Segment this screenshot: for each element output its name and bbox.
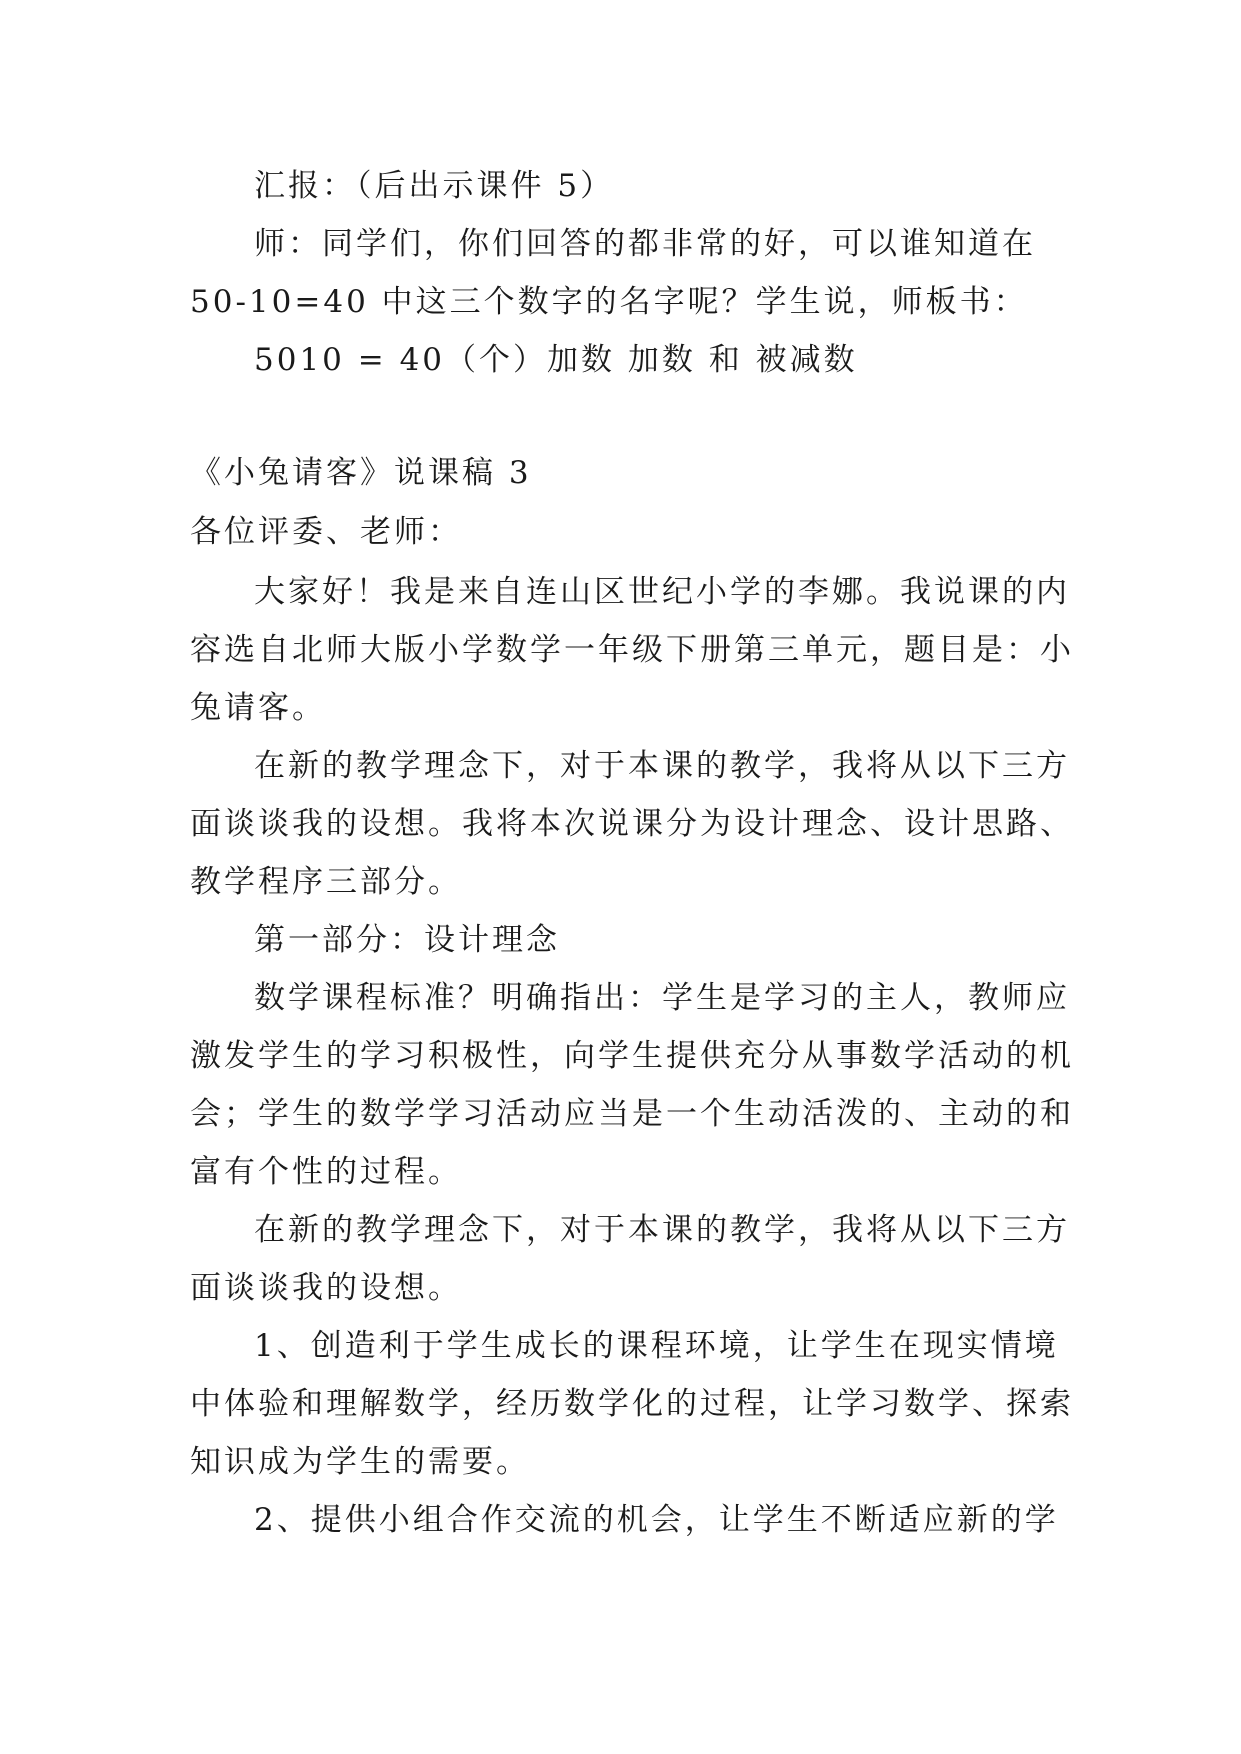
- paragraph-line: 在新的教学理念下，对于本课的教学，我将从以下三方: [254, 748, 1070, 784]
- paragraph-line: 大家好！我是来自连山区世纪小学的李娜。我说课的内: [254, 574, 1070, 610]
- paragraph-line: 会；学生的数学学习活动应当是一个生动活泼的、主动的和: [190, 1096, 1074, 1132]
- list-item-line: 1、创造利于学生成长的课程环境，让学生在现实情境: [254, 1328, 1059, 1364]
- paragraph-line: 面谈谈我的设想。: [190, 1270, 462, 1306]
- list-item-line: 中体验和理解数学，经历数学化的过程，让学习数学、探索: [190, 1386, 1074, 1422]
- paragraph-line: 50-10=40 中这三个数字的名字呢？学生说，师板书：: [190, 284, 1028, 320]
- paragraph-line: 数学课程标准？明确指出：学生是学习的主人，教师应: [254, 980, 1070, 1016]
- paragraph-line: 教学程序三部分。: [190, 864, 462, 900]
- list-item-line: 知识成为学生的需要。: [190, 1444, 530, 1480]
- paragraph-line: 汇报：（后出示课件 5）: [254, 168, 615, 204]
- paragraph-line: 兔请客。: [190, 690, 326, 726]
- paragraph-line: 5010 = 40（个）加数 加数 和 被减数: [254, 342, 858, 378]
- list-item-line: 2、提供小组合作交流的机会，让学生不断适应新的学: [254, 1502, 1059, 1538]
- paragraph-line: 容选自北师大版小学数学一年级下册第三单元，题目是：小: [190, 632, 1074, 668]
- section-title: 《小兔请客》说课稿 3: [190, 455, 532, 491]
- paragraph-line: 富有个性的过程。: [190, 1154, 462, 1190]
- subheading: 第一部分：设计理念: [254, 922, 560, 958]
- paragraph-line: 激发学生的学习积极性，向学生提供充分从事数学活动的机: [190, 1038, 1074, 1074]
- paragraph-line: 师：同学们，你们回答的都非常的好，可以谁知道在: [254, 226, 1036, 262]
- salutation: 各位评委、老师：: [190, 514, 462, 550]
- paragraph-line: 面谈谈我的设想。我将本次说课分为设计理念、设计思路、: [190, 806, 1074, 842]
- paragraph-line: 在新的教学理念下，对于本课的教学，我将从以下三方: [254, 1212, 1070, 1248]
